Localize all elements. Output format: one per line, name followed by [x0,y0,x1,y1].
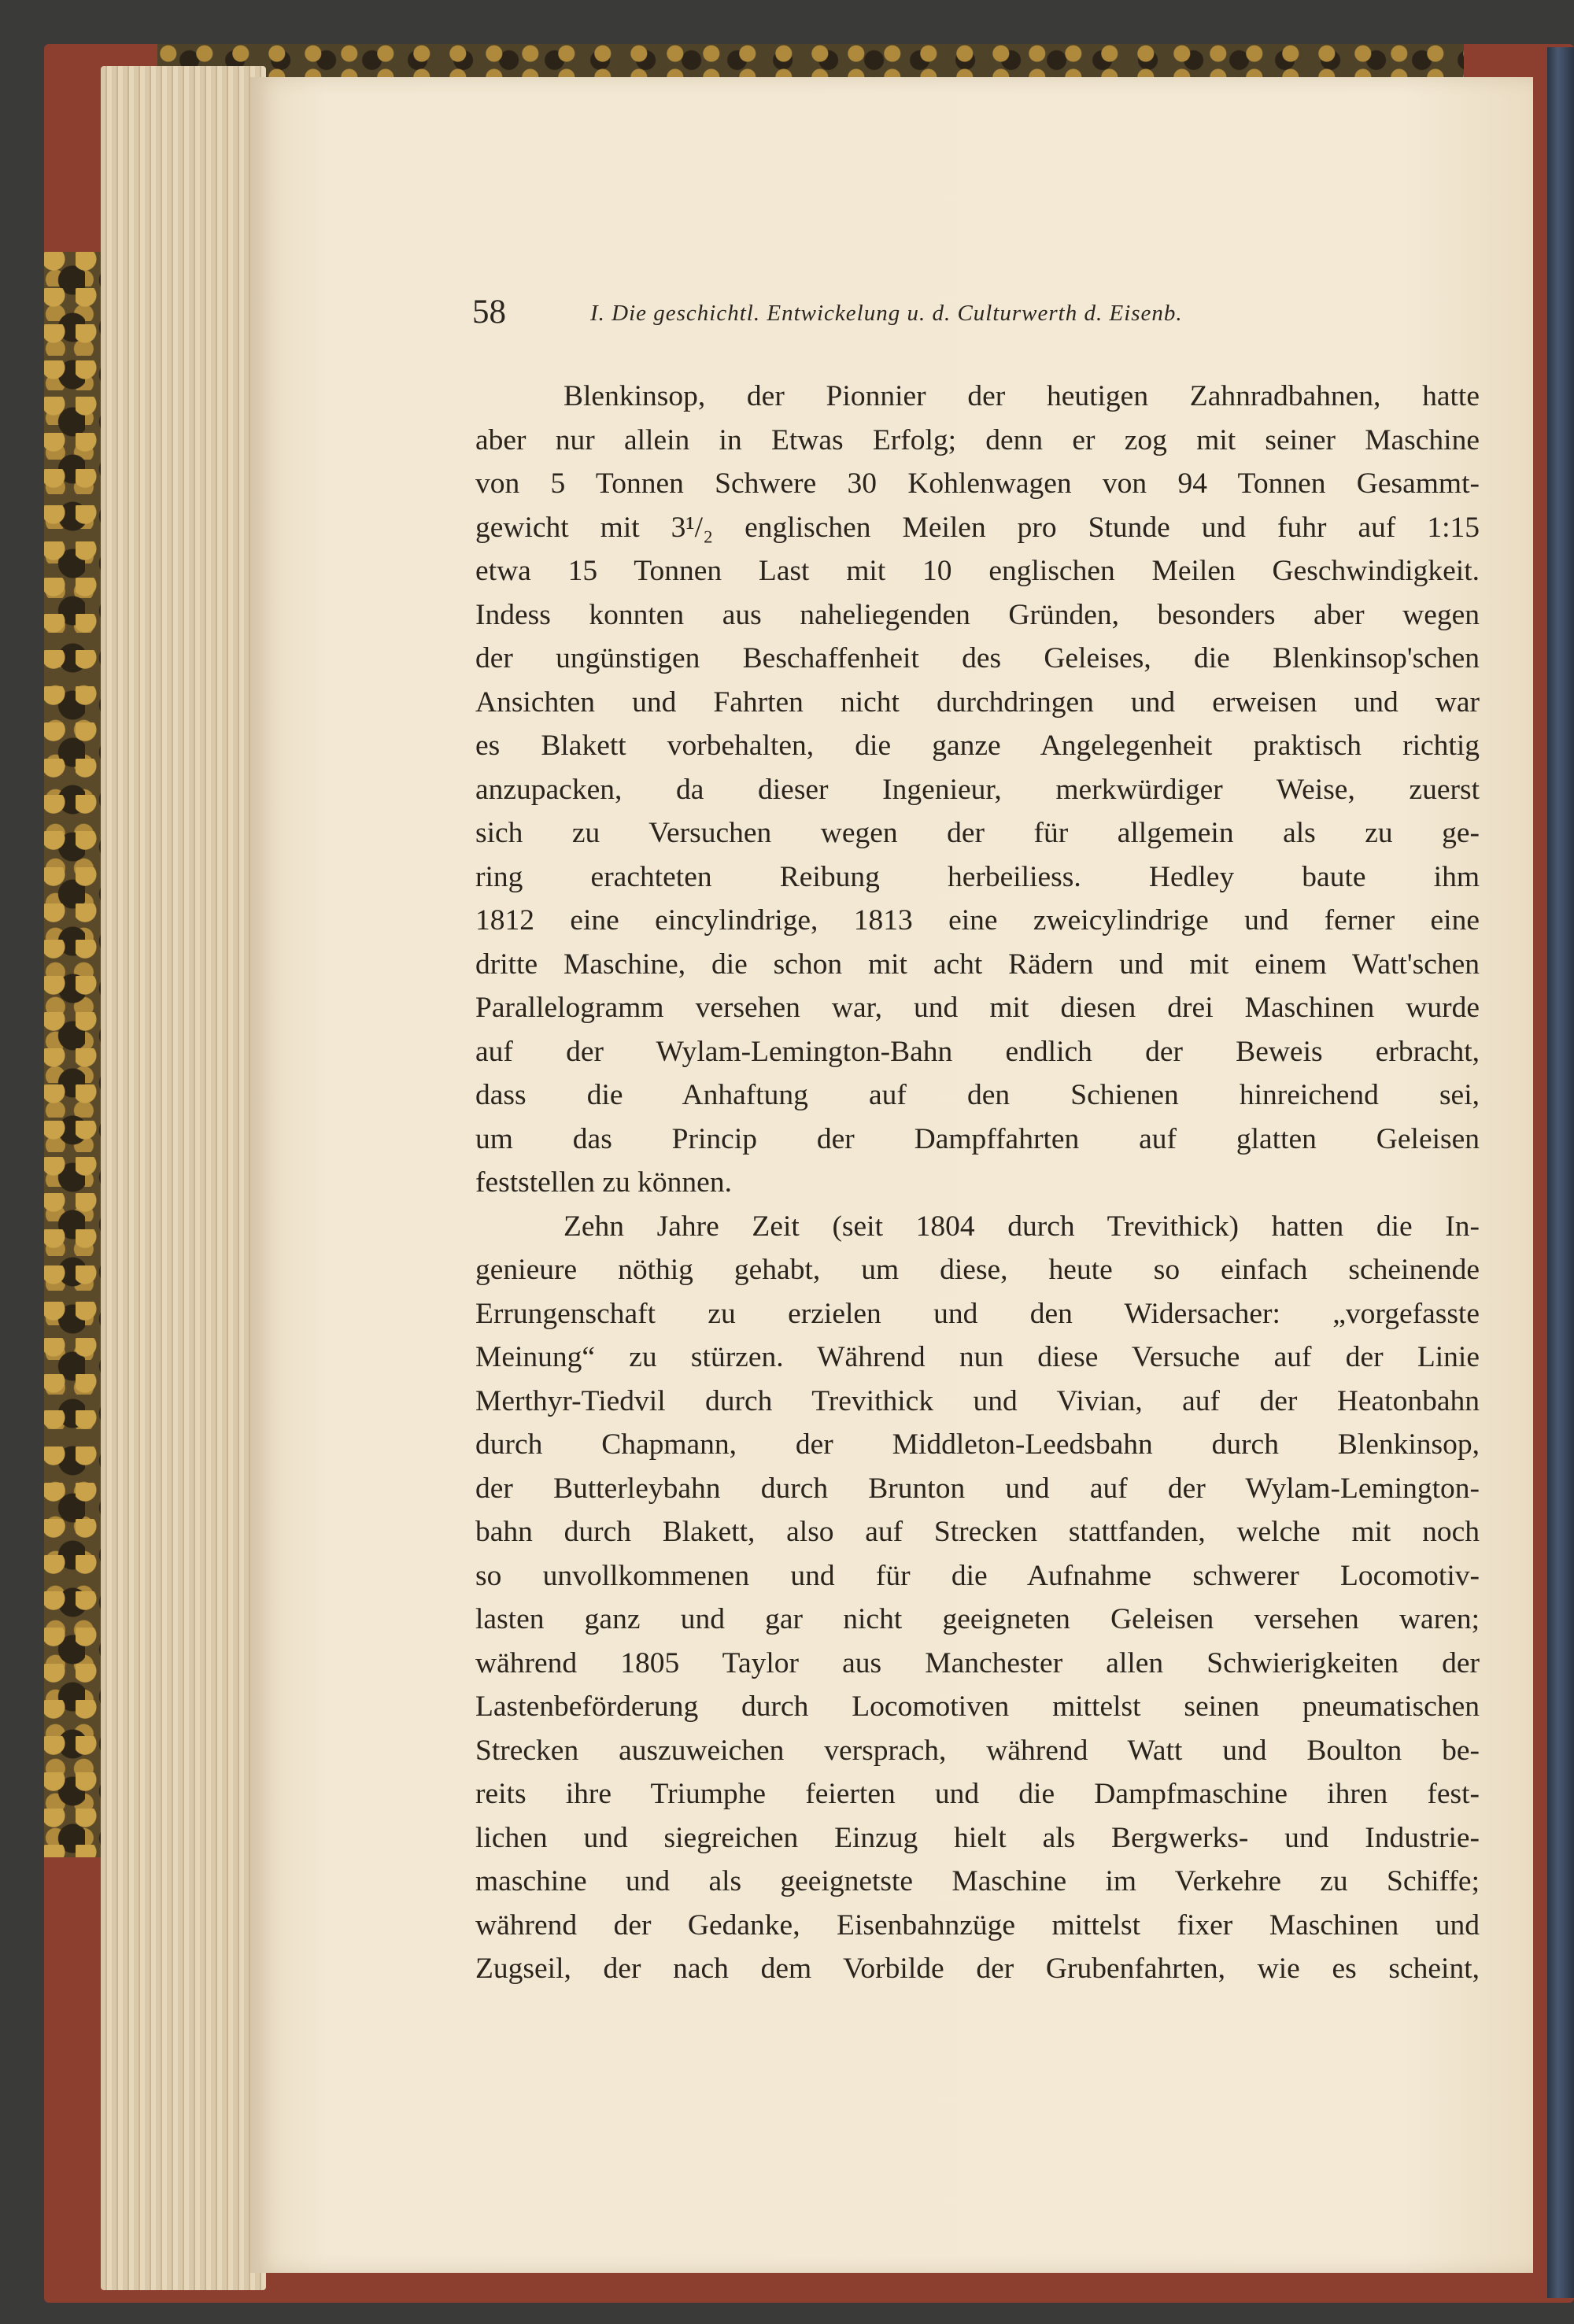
text-line: dritte Maschine, die schon mit acht Rädern und mit einem Watt'schen [475,948,1480,981]
text-line: um das Princip der Dampffahrten auf glatten Geleisen [475,1122,1480,1155]
running-title: I. Die geschichtl. Entwickelung u. d. Culturwerth d. Eisenb. [590,301,1183,326]
text-line: Parallelogramm versehen war, und mit diesen drei Maschinen wurde [475,992,1480,1024]
text-line: Ansichten und Fahrten nicht durchdringen und erweisen und war [475,685,1480,719]
text-line: lichen und siegreichen Einzug hielt als Bergwerks- und Industrie- [475,1821,1480,1854]
text-line: Lastenbeförderung durch Locomotiven mittelst seinen pneumatischen [475,1690,1480,1723]
text-line: Errungenschaft zu erzielen und den Widersacher: „vorgefasste [475,1297,1480,1330]
text-line: lasten ganz und gar nicht geeigneten Geleisen versehen waren; [475,1603,1480,1635]
text-line: so unvollkommenen und für die Aufnahme schwerer Locomotiv- [475,1559,1480,1592]
text-line: Zehn Jahre Zeit (seit 1804 durch Trevithick) hatten die In- [563,1210,1480,1243]
text-line: durch Chapmann, der Middleton-Leedsbahn durch Blenkinsop, [475,1428,1480,1461]
text-line: reits ihre Triumphe feierten und die Dampfmaschine ihren fest- [475,1778,1480,1810]
text-line: gewicht mit 3¹/₂ englischen Meilen pro Stunde und fuhr auf 1:15 [475,511,1480,544]
marbled-edge-top [157,44,1464,79]
text-line: feststellen zu können. [475,1166,732,1199]
text-line: ring erachteten Reibung herbeiliess. Hedley baute ihm [475,860,1480,893]
body-text [475,375,1480,1991]
text-line: maschine und als geeignetste Maschine im Verkehre zu Schiffe; [475,1865,1480,1897]
text-line: etwa 15 Tonnen Last mit 10 englischen Meilen Geschwindigkeit. [475,555,1480,587]
text-line: während der Gedanke, Eisenbahnzüge mittelst fixer Maschinen und [475,1908,1480,1942]
text-line: Strecken auszuweichen versprach, während Watt und Boulton be- [475,1734,1480,1767]
text-line: der Butterleybahn durch Brunton und auf der Wylam-Lemington- [475,1472,1480,1505]
text-line: es Blakett vorbehalten, die ganze Angelegenheit praktisch richtig [475,730,1480,762]
text-line: dass die Anhaftung auf den Schienen hinreichend sei, [475,1079,1480,1111]
book-spine [1547,47,1574,2298]
text-line: der ungünstigen Beschaffenheit des Geleises, die Blenkinsop'schen [475,642,1480,674]
page-number: 58 [472,294,506,331]
text-line: 1812 eine eincylindrige, 1813 eine zweicylindrige und ferner eine [475,904,1480,937]
text-line: während 1805 Taylor aus Manchester allen Schwierigkeiten der [475,1646,1480,1679]
running-head [472,293,1440,340]
text-line: Merthyr-Tiedvil durch Trevithick und Vivian, auf der Heatonbahn [475,1384,1480,1417]
marbled-cover-left [44,252,101,1857]
text-line: aber nur allein in Etwas Erfolg; denn er zog mit seiner Maschine [475,423,1480,456]
text-line: Meinung“ zu stürzen. Während nun diese Versuche auf der Linie [475,1341,1480,1373]
text-line: auf der Wylam-Lemington-Bahn endlich der Beweis erbracht, [475,1035,1480,1068]
text-line: bahn durch Blakett, also auf Strecken stattfanden, welche mit noch [475,1516,1480,1548]
text-line: genieure nöthig gehabt, um diese, heute so einfach scheinende [475,1254,1480,1286]
text-line: anzupacken, da dieser Ingenieur, merkwürdiger Weise, zuerst [475,773,1480,806]
text-line: von 5 Tonnen Schwere 30 Kohlenwagen von 94 Tonnen Gesammt- [475,467,1480,500]
text-line: sich zu Versuchen wegen der für allgemein als zu ge- [475,817,1480,849]
text-line: Zugseil, der nach dem Vorbilde der Grubenfahrten, wie es scheint, [475,1953,1480,1985]
text-line: Blenkinsop, der Pionnier der heutigen Zahnradbahnen, hatte [563,380,1480,412]
text-line: Indess konnten aus naheliegenden Gründen, besonders aber wegen [475,598,1480,631]
page-edges [101,66,266,2290]
